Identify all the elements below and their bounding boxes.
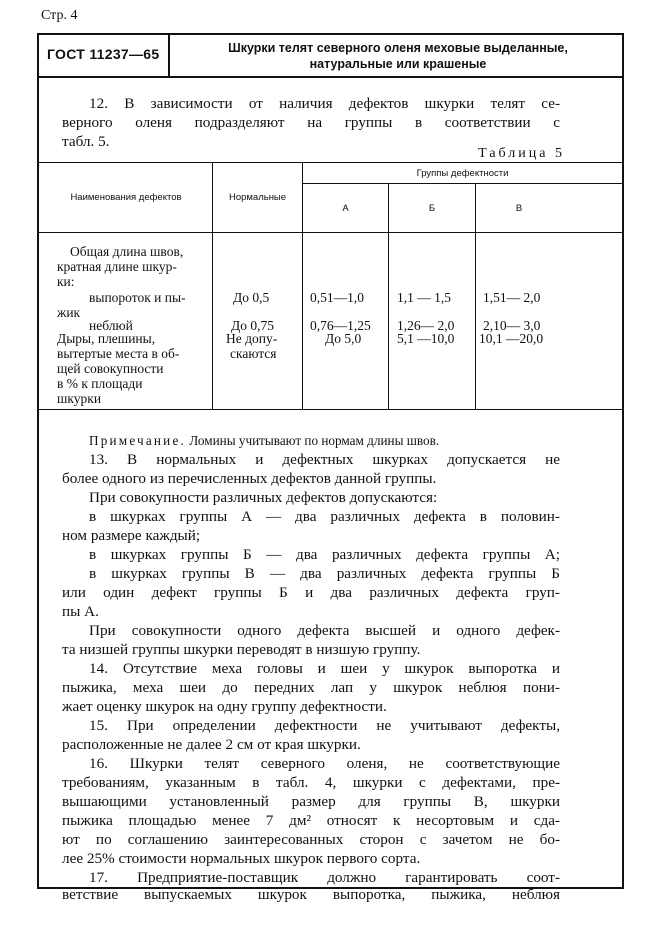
body-line: в шкурках группы В — два различных дефекта группы Б: [89, 565, 560, 582]
gost-code: ГОСТ 11237—65: [47, 46, 160, 62]
row-label: жик: [57, 305, 81, 320]
col-header-a: А: [342, 203, 349, 214]
body-line: пыжика площадью менее 7 дм² относят к несортовым и сда-: [62, 812, 560, 829]
body-line: 17. Предприятие-поставщик должно гарантировать соот-: [89, 869, 560, 886]
body-line: 14. Отсутствие меха головы и шеи у шкурок выпоротка и: [89, 660, 560, 677]
cell-a: 0,51—1,0: [310, 290, 364, 305]
row-label: шкурки: [57, 391, 102, 406]
row-label: Дыры, плешины,: [57, 331, 156, 346]
body-line: пыжика, меха шеи до передних лап у шкурок неблюя пони-: [62, 679, 560, 696]
body-line: требованиям, указанным в табл. 4, шкурки с дефектами, пре-: [62, 774, 560, 791]
table-col-rule: [388, 183, 389, 409]
body-line: в шкурках группы Б — два различных дефекта группы А;: [89, 546, 560, 563]
table-rule: [302, 183, 622, 184]
body-line: лее 25% стоимости нормальных шкурок первого сорта.: [62, 850, 421, 867]
document-title: Шкурки телят северного оленя меховые выделанные, натуральные или крашеные: [228, 41, 568, 71]
body-line: пы А.: [62, 603, 99, 620]
body-line: ют по соглашению заинтересованных сторон с зачетом не бо-: [62, 831, 560, 848]
para12-line: табл. 5.: [62, 133, 110, 150]
table-rule: [39, 232, 622, 233]
col-header-defect: Наименования дефектов: [70, 192, 182, 203]
row-label: щей совокупности: [57, 361, 164, 376]
body-line: жает оценку шкурок на одну группу дефектности.: [62, 698, 387, 715]
cell-normal: Не допу-: [226, 331, 278, 346]
page-number: Стр. 4: [41, 8, 78, 23]
body-line: более одного из перечисленных дефектов данной группы.: [62, 470, 437, 487]
row-label: неблюй: [89, 318, 133, 333]
body-line: ном размере каждый;: [62, 527, 201, 544]
body-line: 15. При определении дефектности не учитывают дефекты,: [89, 717, 560, 734]
cell-b: 5,1 —10,0: [397, 331, 455, 346]
row-label: вытертые места в об-: [57, 346, 180, 361]
body-line: расположенные не далее 2 см от края шкурки.: [62, 736, 361, 753]
col-header-b: Б: [428, 203, 436, 214]
body-line: ветствие выпускаемых шкурок выпоротка, пыжика, неблюя: [62, 886, 560, 903]
table-note: [89, 433, 439, 449]
cell-a: До 5,0: [325, 331, 362, 346]
header-separator: [168, 35, 170, 76]
table-col-rule: [475, 183, 476, 409]
body-line: в шкурках группы А — два различных дефекта в половин-: [89, 508, 560, 525]
note-label: Примечание.: [89, 433, 186, 448]
cell-b: 1,26— 2,0: [397, 318, 455, 333]
col-header-v: В: [515, 203, 523, 214]
body-line: та низшей группы шкурки переводят в низшую группу.: [62, 641, 421, 658]
body-line: 13. В нормальных и дефектных шкурках допускается не: [89, 451, 560, 468]
body-line: 16. Шкурки телят северного оленя, не соответствующие: [89, 755, 560, 772]
table-rule: [39, 409, 622, 410]
cell-normal: скаются: [230, 346, 277, 361]
table-caption: Таблица 5: [478, 146, 565, 161]
body-line: или один дефект группы Б и два различных дефекта груп-: [62, 584, 560, 601]
cell-normal: До 0,75: [231, 318, 274, 333]
note-text: Ломины учитывают по нормам длины швов.: [189, 433, 440, 448]
cell-v: 1,51— 2,0: [483, 290, 541, 305]
cell-a: 0,76—1,25: [310, 318, 371, 333]
row-label: выпороток и пы-: [89, 290, 186, 305]
body-line: При совокупности одного дефекта высшей и одного дефек-: [89, 622, 560, 639]
para12-line: верного оленя подразделяют на группы в соответствии с: [62, 114, 560, 131]
row-label: Общая длина швов,: [70, 244, 184, 259]
row-label: ки:: [57, 274, 75, 289]
cell-normal: До 0,5: [233, 290, 270, 305]
para12-line: 12. В зависимости от наличия дефектов шкурки телят се-: [89, 95, 560, 112]
col-header-groups: Группы дефектности: [416, 168, 509, 179]
header-divider: [39, 76, 622, 78]
cell-v: 2,10— 3,0: [483, 318, 541, 333]
body-line: вышающими установленный размер для группы В, шкурки: [62, 793, 560, 810]
row-label: в % к площади: [57, 376, 143, 391]
col-header-normal: Нормальные: [228, 192, 287, 203]
row-label: кратная длине шкур-: [57, 259, 177, 274]
cell-v: 10,1 —20,0: [479, 331, 544, 346]
table-rule: [39, 162, 622, 163]
body-line: При совокупности различных дефектов допускаются:: [89, 489, 438, 506]
cell-b: 1,1 — 1,5: [397, 290, 451, 305]
table-col-rule: [302, 162, 303, 409]
